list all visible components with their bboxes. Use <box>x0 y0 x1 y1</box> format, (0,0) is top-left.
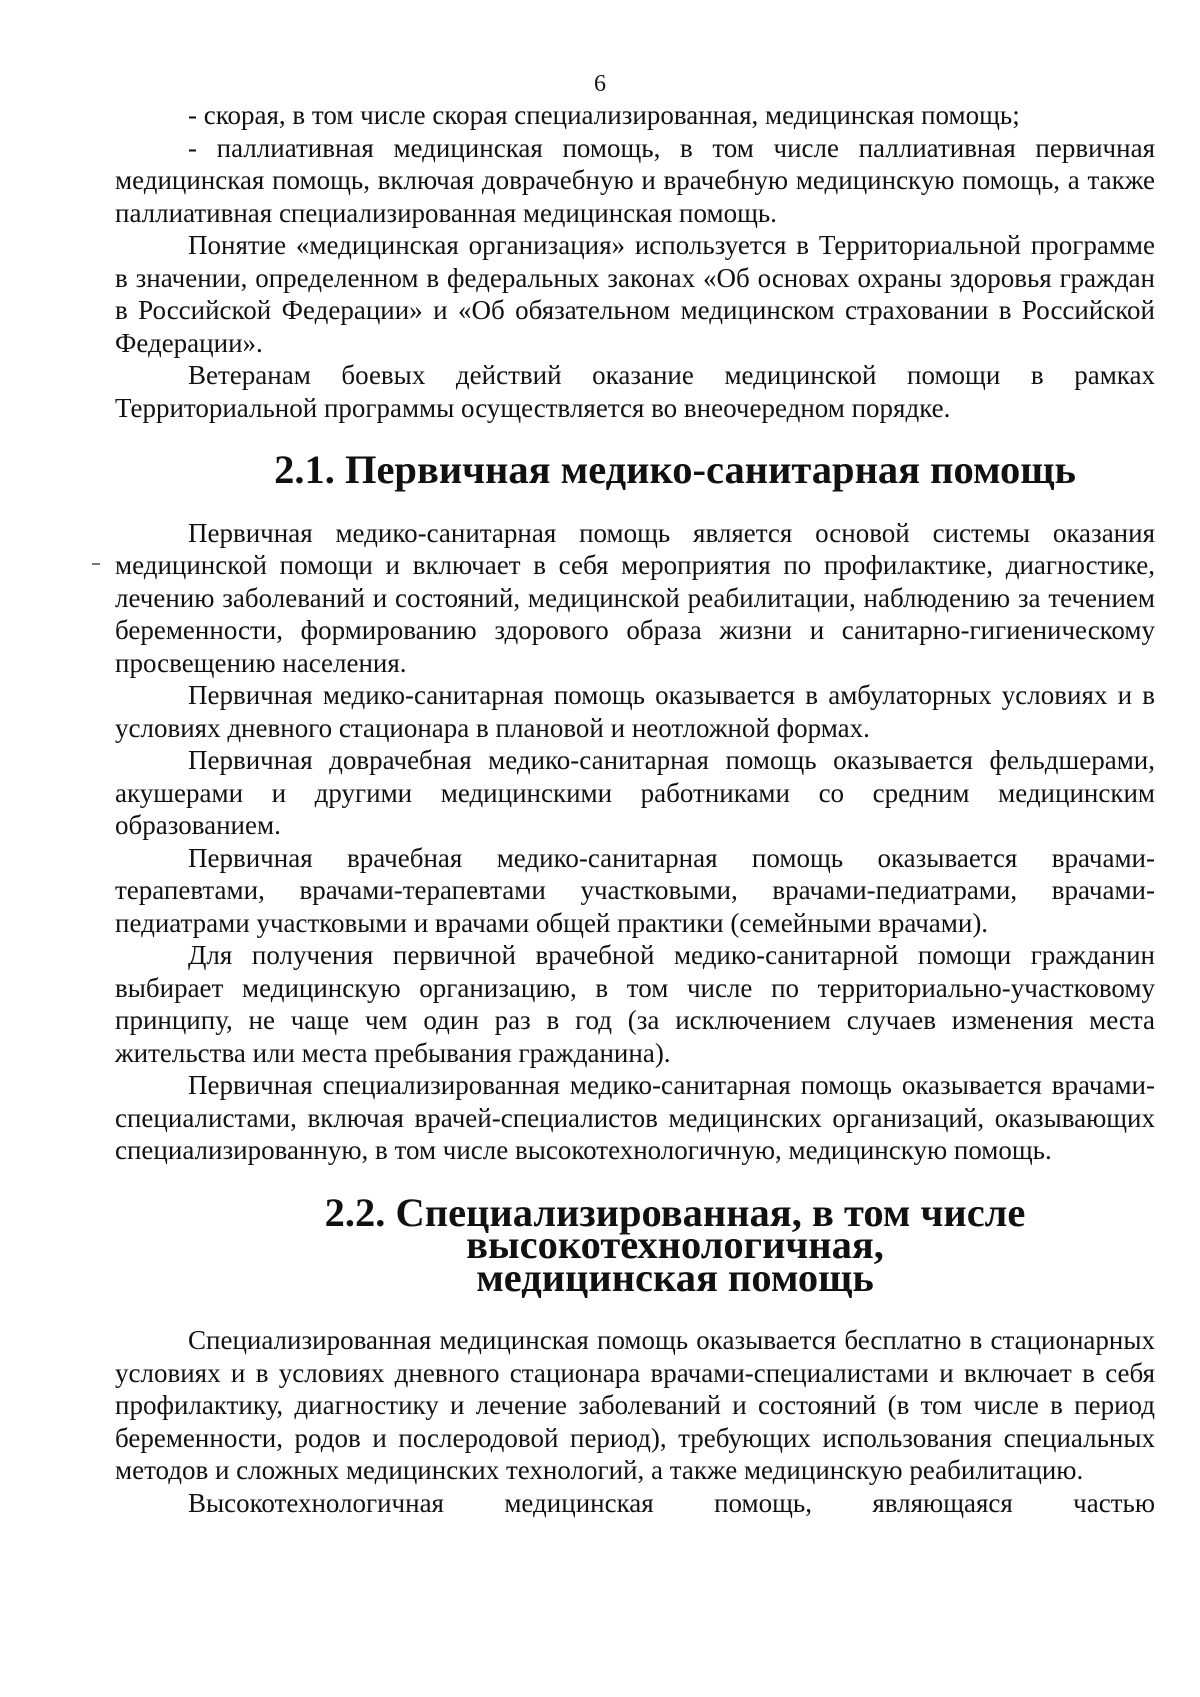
paragraph-choice-of-organization: Для получения первичной врачебной медико-санитарной помощи гражданин выбирает медицинскую организацию, в том числе по территориально-участковому принципу, не чаще чем один раз в год (за исключением случаев изменения места жительства или места пребывания гражданина). <box>115 940 1155 1068</box>
document-body <box>115 99 1155 1519</box>
section-heading-line-2: медицинская помощь <box>476 1254 874 1300</box>
section-heading-specialized-care <box>115 1189 1155 1300</box>
paragraph-specialized-primary-care: Первичная специализированная медико-санитарная помощь оказывается врачами-специалистами, включая врачей-специалистов медицинских организаций, оказывающих специализированную, в том числе высокотехнологичную, медицинскую помощь. <box>115 1070 1155 1165</box>
paragraph-veterans: Ветеранам боевых действий оказание медицинской помощи в рамках Территориальной программы осуществляется во внеочередном порядке. <box>115 360 1155 423</box>
paragraph-high-tech-care: Высокотехнологичная медицинская помощь, являющаяся частью <box>188 1487 1155 1518</box>
paragraph-physician-care: Первичная врачебная медико-санитарная помощь оказывается врачами-терапевтами, врачами-терапевтами участковыми, врачами-педиатрами, врачами-педиатрами участковыми и врачами общей практики (семейными врачами). <box>115 842 1155 938</box>
section-heading-primary-care: 2.1. Первичная медико-санитарная помощь <box>274 447 1076 492</box>
section-heading-line-1: 2.2. Специализированная, в том числе высокотехнологичная, <box>324 1189 1026 1267</box>
paragraph-specialized-care: Специализированная медицинская помощь оказывается бесплатно в стационарных условиях и в условиях дневного стационара врачами-специалистами и включает в себя профилактику, диагностику и лечение заболеваний и состояний (в том числе в период беременности, родов и послеродовой период), требующих использования специальных методов и сложных медицинских технологий, а также медицинскую реабилитацию. <box>115 1325 1155 1485</box>
paragraph-medical-organization: Понятие «медицинская организация» используется в Территориальной программе в значении, определенном в федеральных законах «Об основах охраны здоровья граждан в Российской Федерации» и «Об обязательном медицинском страховании в Российской Федерации». <box>115 230 1155 358</box>
page-number: 6 <box>594 71 606 97</box>
paragraph-ambulance: - скорая, в том числе скорая специализированная, медицинская помощь; <box>188 100 1020 130</box>
paragraph-primary-care-basis: Первичная медико-санитарная помощь является основой системы оказания медицинской помощи и включает в себя мероприятия по профилактике, диагностике, лечению заболеваний и состояний, медицинской реабилитации, наблюдению за течением беременности, формированию здорового образа жизни и санитарно-гигиеническому просвещению населения. <box>115 517 1155 678</box>
scan-speck <box>92 563 100 565</box>
paragraph-palliative: - паллиативная медицинская помощь, в том числе паллиативная первичная медицинская помощь, включая доврачебную и врачебную медицинскую помощь, а также паллиативная специализированная медицинская помощь. <box>115 132 1155 228</box>
paragraph-pre-medical-care: Первичная доврачебная медико-санитарная помощь оказывается фельдшерами, акушерами и другими медицинскими работниками со средним медицинским образованием. <box>115 745 1155 840</box>
paragraph-primary-care-conditions: Первичная медико-санитарная помощь оказывается в амбулаторных условиях и в условиях дневного стационара в плановой и неотложной формах. <box>115 680 1155 743</box>
